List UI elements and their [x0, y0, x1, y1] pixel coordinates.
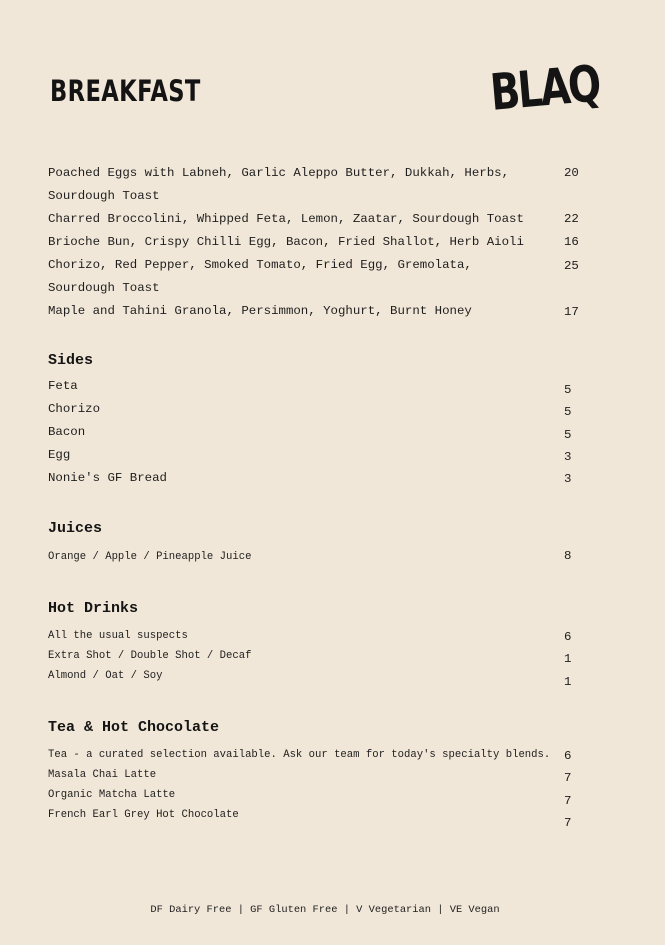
sides-item-name: Feta [48, 379, 78, 393]
sides-item-price: 5 [564, 383, 572, 397]
tea-item-price: 7 [564, 816, 572, 830]
breakfast-item-price: 22 [564, 212, 579, 226]
breakfast-item-price: 17 [564, 305, 579, 319]
menu-title: BREAKFAST [50, 74, 201, 108]
hot-drinks-item-price: 1 [564, 652, 572, 666]
sides-item-price: 5 [564, 405, 572, 419]
tea-item-name: Organic Matcha Latte [48, 789, 176, 801]
tea-item-price: 7 [564, 771, 572, 785]
hot-drinks-item-name: All the usual suspects [48, 630, 188, 642]
hot-drinks-item-price: 6 [564, 630, 572, 644]
section-heading-juices: Juices [48, 520, 103, 537]
juices-item-price: 8 [564, 549, 572, 563]
breakfast-item-name: Chorizo, Red Pepper, Smoked Tomato, Fried Egg, Gremolata, [48, 258, 472, 272]
breakfast-item-name: Maple and Tahini Granola, Persimmon, Yoghurt, Burnt Honey [48, 304, 472, 318]
sides-item-price: 3 [564, 472, 572, 486]
sides-item-price: 3 [564, 450, 572, 464]
breakfast-item-name-cont: Sourdough Toast [48, 281, 160, 295]
sides-item-name: Egg [48, 448, 71, 462]
hot-drinks-item-name: Extra Shot / Double Shot / Decaf [48, 650, 252, 662]
breakfast-item-price: 20 [564, 166, 579, 180]
brand-logo: BLAQ [488, 54, 602, 122]
hot-drinks-item-name: Almond / Oat / Soy [48, 670, 163, 682]
dietary-legend: DF Dairy Free | GF Gluten Free | V Vegetarian | VE Vegan [150, 904, 500, 916]
breakfast-item-name: Poached Eggs with Labneh, Garlic Aleppo Butter, Dukkah, Herbs, [48, 166, 510, 180]
juices-item-name: Orange / Apple / Pineapple Juice [48, 551, 252, 563]
tea-item-price: 6 [564, 749, 572, 763]
sides-item-price: 5 [564, 428, 572, 442]
tea-item-name: Tea - a curated selection available. Ask our team for today's specialty blends. [48, 749, 551, 761]
breakfast-item-price: 16 [564, 235, 579, 249]
tea-item-price: 7 [564, 794, 572, 808]
section-heading-tea: Tea & Hot Chocolate [48, 719, 220, 736]
breakfast-item-name: Brioche Bun, Crispy Chilli Egg, Bacon, Fried Shallot, Herb Aioli [48, 235, 524, 249]
breakfast-item-price: 25 [564, 259, 579, 273]
sides-item-name: Nonie's GF Bread [48, 471, 167, 485]
sides-item-name: Chorizo [48, 402, 101, 416]
breakfast-item-name-cont: Sourdough Toast [48, 189, 160, 203]
tea-item-name: Masala Chai Latte [48, 769, 157, 781]
tea-item-name: French Earl Grey Hot Chocolate [48, 809, 239, 821]
section-heading-sides: Sides [48, 352, 94, 369]
breakfast-item-name: Charred Broccolini, Whipped Feta, Lemon, Zaatar, Sourdough Toast [48, 212, 524, 226]
section-heading-hot-drinks: Hot Drinks [48, 600, 139, 617]
sides-item-name: Bacon [48, 425, 86, 439]
hot-drinks-item-price: 1 [564, 675, 572, 689]
